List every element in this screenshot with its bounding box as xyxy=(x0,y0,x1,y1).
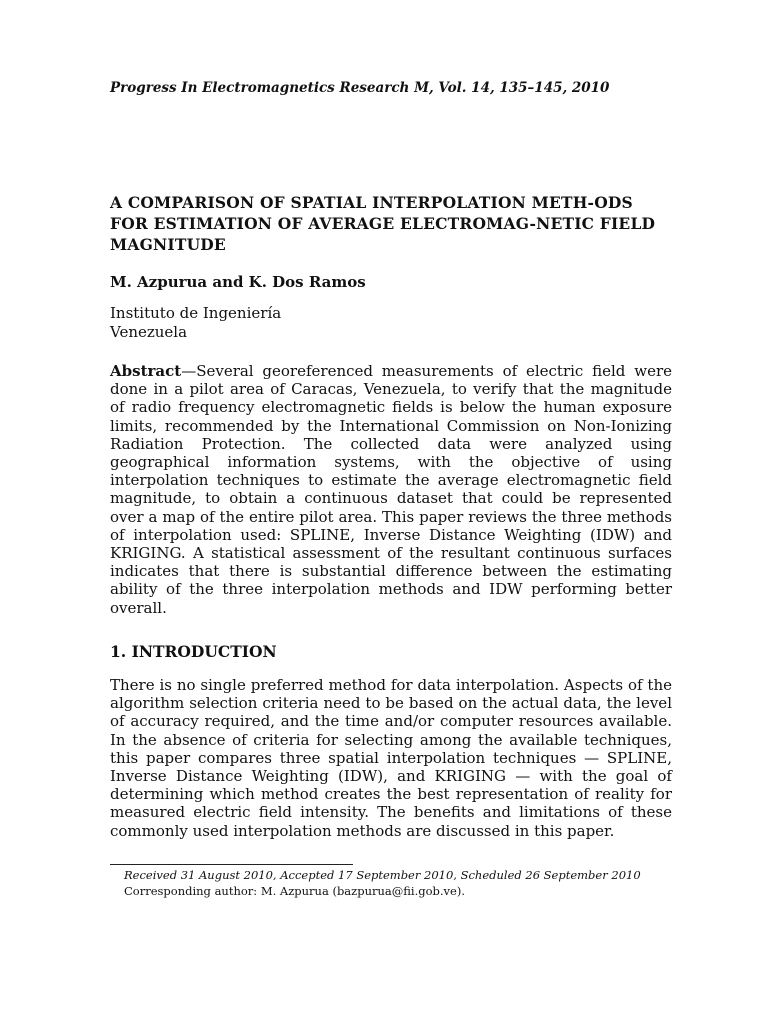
footnote-corresponding-author: Corresponding author: M. Azpurua (bazpurua@fii.gob.ve). xyxy=(124,884,465,898)
footnote-divider xyxy=(110,864,353,865)
paper-title: A COMPARISON OF SPATIAL INTERPOLATION METH-ODS FOR ESTIMATION OF AVERAGE ELECTROMAG-NETIC FIELD MAGNITUDE xyxy=(110,193,656,254)
footnote-received-dates: Received 31 August 2010, Accepted 17 September 2010, Scheduled 26 September 2010 xyxy=(124,868,641,882)
affiliation xyxy=(110,304,670,342)
abstract-paragraph xyxy=(110,362,672,617)
affiliation-institute: Instituto de Ingeniería xyxy=(110,304,282,322)
abstract-text: —Several georeferenced measurements of electric field were done in a pilot area of Caracas, Venezuela, to verify that the magnitude of radio frequency electromagnetic fields is below the human exposure limits, recommended by the International Commission on Non-Ionizing Radiation Protection. The collected data were analyzed using geographical information systems, with the objective of using interpolation techniques to estimate the average electromagnetic field magnitude, to obtain a continuous dataset that could be represented over a map of the entire pilot area. This paper reviews the three methods of interpolation used: SPLINE, Inverse Distance Weighting (IDW) and KRIGING. A statistical assessment of the resultant continuous surfaces indicates that there is substantial difference between the estimating ability of the three interpolation methods and IDW performing better overall. xyxy=(110,362,672,617)
author-list: M. Azpurua and K. Dos Ramos xyxy=(110,273,366,291)
section-heading-introduction: 1. INTRODUCTION xyxy=(110,642,277,661)
abstract-label: Abstract xyxy=(110,362,182,380)
affiliation-country: Venezuela xyxy=(110,323,188,341)
journal-citation: Progress In Electromagnetics Research M, Vol. 14, 135–145, 2010 xyxy=(110,80,610,96)
introduction-paragraph: There is no single preferred method for data interpolation. Aspects of the algorithm selection criteria need to be based on the actual data, the level of accuracy required, and the time and/or computer resources available. In the absence of criteria for selecting among the available techniques, this paper compares three spatial interpolation techniques — SPLINE, Inverse Distance Weighting (IDW), and KRIGING — with the goal of determining which method creates the best representation of reality for measured electric field intensity. The benefits and limitations of these commonly used interpolation methods are discussed in this paper. xyxy=(110,676,672,840)
